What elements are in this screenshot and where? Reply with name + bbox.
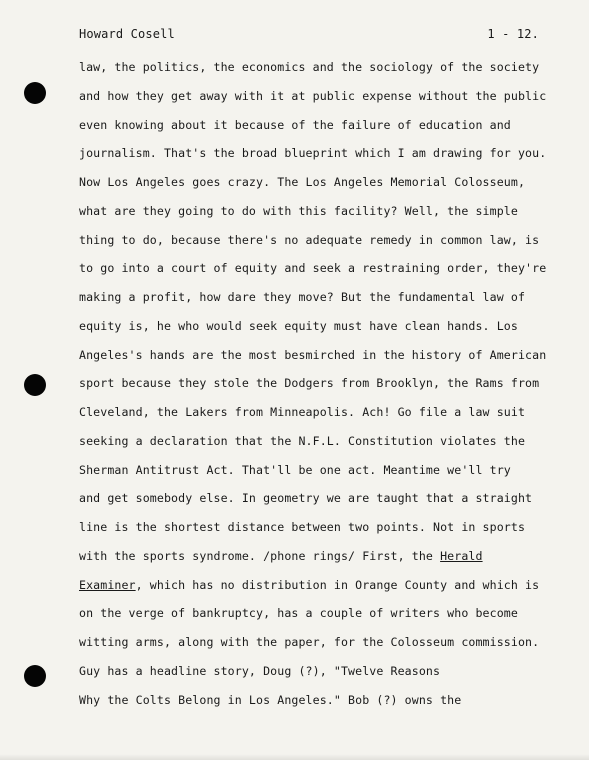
transcript-body xyxy=(79,58,549,719)
text-line: even knowing about it because of the failure of education and xyxy=(79,117,511,132)
text-line: Sherman Antitrust Act. That'll be one act. Meantime we'll try xyxy=(79,462,511,477)
text-line: making a profit, how dare they move? But the fundamental law of xyxy=(79,290,526,304)
punch-hole xyxy=(24,374,46,396)
text-line: Cleveland, the Lakers from Minneapolis. Ach! Go file a law suit xyxy=(79,405,526,419)
header-page-number: 1 - 12. xyxy=(487,27,539,41)
punch-hole xyxy=(24,82,46,104)
text-line: law, the politics, the economics and the sociology of the society xyxy=(79,60,540,74)
text-line: witting arms, along with the paper, for the Colosseum commission. xyxy=(79,635,540,649)
underlined-title: Examiner xyxy=(79,577,136,592)
text-line: equity is, he who would seek equity must have clean hands. Los xyxy=(79,318,518,333)
text-line: what are they going to do with this facility? Well, the simple xyxy=(79,203,518,218)
page-edge-shadow xyxy=(0,754,589,760)
page-header xyxy=(79,27,539,45)
text-line: journalism. That's the broad blueprint which I am drawing for you. xyxy=(79,146,547,161)
text-line: Now Los Angeles goes crazy. The Los Angeles Memorial Colosseum, xyxy=(79,175,526,189)
text-line: to go into a court of equity and seek a restraining order, they're xyxy=(79,261,547,276)
text-line: sport because they stole the Dodgers from Brooklyn, the Rams from xyxy=(79,376,540,391)
text-line: Why the Colts Belong in Los Angeles." Bob (?) owns the xyxy=(79,692,462,707)
punch-hole xyxy=(24,665,46,687)
text-line: seeking a declaration that the N.F.L. Constitution violates the xyxy=(79,433,526,448)
text-line: with the sports syndrome. /phone rings/ First, the Herald xyxy=(79,548,483,563)
text-line: line is the shortest distance between two points. Not in sports xyxy=(79,520,526,534)
header-author: Howard Cosell xyxy=(79,27,175,41)
text-line: and how they get away with it at public expense without the public xyxy=(79,88,547,103)
text-line: and get somebody else. In geometry we are taught that a straight xyxy=(79,491,533,506)
text-line: Angeles's hands are the most besmirched in the history of American xyxy=(79,347,547,362)
text-line: on the verge of bankruptcy, has a couple of writers who become xyxy=(79,606,518,621)
text-line: thing to do, because there's no adequate remedy in common law, is xyxy=(79,232,540,247)
underlined-title: Herald xyxy=(440,548,483,563)
text-line: Guy has a headline story, Doug (?), "Twelve Reasons xyxy=(79,663,441,678)
text-line: Examiner, which has no distribution in Orange County and which is xyxy=(79,577,540,592)
